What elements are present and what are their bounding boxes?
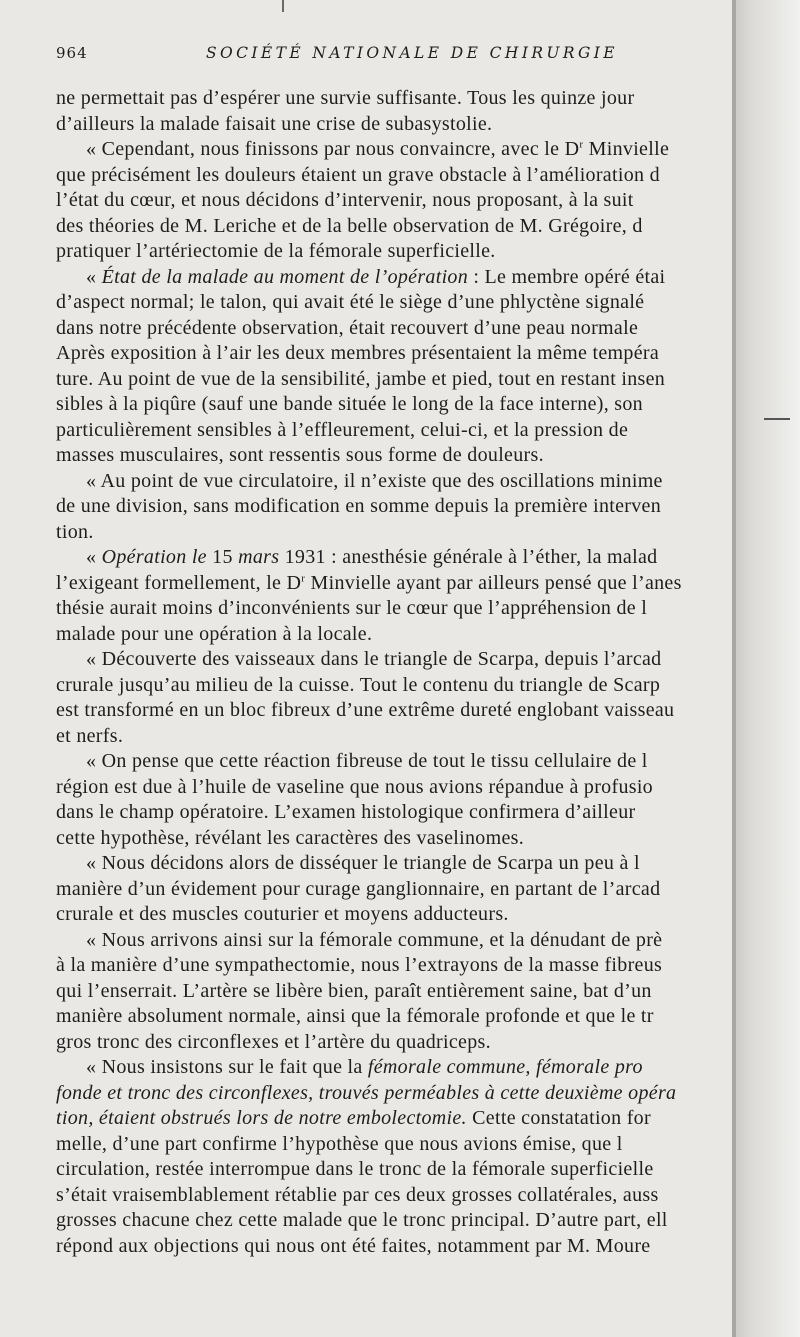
text-line [56, 1055, 732, 1081]
text-segment: : Le membre opéré étai [468, 265, 666, 288]
text-segment: que précisément les douleurs étaient un grave obstacle à l’amélioration d [56, 163, 660, 186]
text-segment: « [86, 265, 102, 288]
text-segment: grosses chacune chez cette malade que le tronc principal. D’autre part, ell [56, 1209, 668, 1231]
italic-text: fémorale commune, fémorale pro [367, 1056, 643, 1078]
text-segment: l’exigeant formellement, le D [56, 571, 302, 594]
text-segment: d’aspect normal; le talon, qui avait été le siège d’une phlyctène signalé [56, 291, 645, 313]
text-line [56, 392, 732, 418]
text-segment: gros tronc des circonflexes et l’artère du quadriceps. [56, 1030, 491, 1053]
superscript: r [579, 138, 584, 151]
text-segment: Minvielle ayant par ailleurs pensé que l’anes [305, 571, 682, 594]
text-line [56, 290, 732, 316]
text-segment: masses musculaires, sont ressentis sous forme de douleurs. [56, 444, 544, 466]
page-fold-line [732, 0, 736, 1337]
text-line [56, 316, 732, 342]
italic-text: fonde et tronc des circonflexes, trouvés perméables à cette deuxième opéra [56, 1081, 677, 1104]
text-line [56, 673, 732, 699]
text-line [56, 469, 732, 495]
text-segment: de une division, sans modification en somme depuis la première interven [56, 495, 662, 517]
text-segment: répond aux objections qui nous ont été faites, notamment par M. Moure [56, 1234, 651, 1257]
text-segment: ne permettait pas d’espérer une survie suffisante. Tous les quinze jour [56, 87, 635, 109]
text-line [56, 622, 732, 648]
text-segment: pratiquer l’artériectomie de la fémorale superficielle. [56, 240, 496, 262]
text-segment: cette hypothèse, révélant les caractères des vaselinomes. [56, 826, 525, 849]
text-segment: Cette constatation for [466, 1107, 651, 1129]
text-segment: thésie aurait moins d’inconvénients sur le cœur que l’appréhension de l [56, 597, 648, 619]
text-line [56, 851, 732, 877]
text-segment: manière absolument normale, ainsi que la fémorale profonde et que le tr [56, 1005, 654, 1027]
text-segment: malade pour une opération à la locale. [56, 622, 373, 645]
text-line [56, 214, 732, 240]
text-line [56, 698, 732, 724]
text-line [56, 826, 732, 852]
text-line [56, 1030, 732, 1056]
text-segment: dans notre précédente observation, était recouvert d’une peau normale [56, 316, 639, 339]
text-segment: « Découverte des vaisseaux dans le triangle de Scarpa, depuis l’arcad [86, 648, 662, 670]
text-line [56, 239, 732, 265]
text-line [56, 775, 732, 801]
text-segment: crurale jusqu’au milieu de la cuisse. Tout le contenu du triangle de Scarp [56, 673, 661, 696]
text-line [56, 877, 732, 903]
text-segment: « Nous arrivons ainsi sur la fémorale commune, et la dénudant de prè [86, 928, 663, 951]
text-segment: s’était vraisemblablement rétablie par ces deux grosses collatérales, auss [56, 1183, 659, 1206]
text-segment: Minvielle [583, 138, 670, 160]
text-line [56, 928, 732, 954]
text-line [56, 1183, 732, 1209]
text-segment: « On pense que cette réaction fibreuse de tout le tissu cellulaire de l [86, 750, 648, 772]
top-tick-mark [282, 0, 284, 12]
text-line [56, 443, 732, 469]
text-line [56, 418, 732, 444]
text-segment: sibles à la piqûre (sauf une bande située le long de la face interne), son [56, 393, 643, 415]
text-line [56, 724, 732, 750]
text-line [56, 1208, 732, 1234]
body-text [56, 86, 732, 1259]
text-line [56, 749, 732, 775]
running-title: SOCIÉTÉ NATIONALE DE CHIRURGIE [206, 44, 618, 62]
text-line [56, 494, 732, 520]
text-line [56, 265, 732, 291]
text-segment: et nerfs. [56, 724, 124, 747]
text-line [56, 647, 732, 673]
text-segment: melle, d’une part confirme l’hypothèse que nous avions émise, que l [56, 1132, 623, 1155]
text-segment: « Nous décidons alors de disséquer le triangle de Scarpa un peu à l [86, 852, 640, 874]
text-segment: l’état du cœur, et nous décidons d’intervenir, nous proposant, à la suit [56, 189, 634, 211]
text-line [56, 953, 732, 979]
text-segment: région est due à l’huile de vaseline que nous avions répandue à profusio [56, 775, 653, 798]
text-line [56, 188, 732, 214]
text-line [56, 520, 732, 546]
text-segment: crurale et des muscles couturier et moyens adducteurs. [56, 903, 509, 925]
italic-text: Opération le [101, 546, 207, 568]
text-segment: est transformé en un bloc fibreux d’une extrême dureté englobant vaisseau [56, 699, 675, 721]
text-segment: particulièrement sensibles à l’effleurement, celui-ci, et la pression de [56, 418, 629, 441]
page-header [56, 40, 732, 64]
text-segment: 15 [206, 546, 239, 568]
text-line [56, 137, 732, 163]
text-line [56, 367, 732, 393]
text-segment: « [86, 546, 102, 568]
text-line [56, 571, 732, 597]
text-segment: qui l’enserrait. L’artère se libère bien, paraît entièrement saine, bat d’un [56, 979, 652, 1002]
italic-text: mars [238, 546, 280, 568]
text-segment: dans le champ opératoire. L’examen histologique confirmera d’ailleur [56, 801, 636, 823]
text-line [56, 112, 732, 138]
text-line [56, 1004, 732, 1030]
text-segment: à la manière d’une sympathectomie, nous l’extrayons de la masse fibreus [56, 954, 663, 976]
text-line [56, 163, 732, 189]
text-line [56, 800, 732, 826]
text-segment: « Au point de vue circulatoire, il n’existe que des oscillations minime [86, 469, 663, 492]
text-line [56, 979, 732, 1005]
text-segment: Après exposition à l’air les deux membres présentaient la même tempéra [56, 342, 660, 364]
text-segment: « Nous insistons sur le fait que la [86, 1056, 368, 1078]
text-segment: des théories de M. Leriche et de la belle observation de M. Grégoire, d [56, 214, 643, 237]
text-segment: « Cependant, nous finissons par nous convaincre, avec le D [86, 138, 580, 160]
page-number: 964 [56, 44, 88, 62]
margin-mark [764, 418, 790, 420]
superscript: r [301, 571, 306, 584]
text-segment: circulation, restée interrompue dans le tronc de la fémorale superficielle [56, 1158, 654, 1180]
text-line [56, 341, 732, 367]
page-edge-shadow [732, 0, 800, 1337]
text-segment: 1931 : anesthésie générale à l’éther, la malad [279, 546, 658, 568]
text-line [56, 545, 732, 571]
text-line [56, 1157, 732, 1183]
text-segment: d’ailleurs la malade faisait une crise de subasystolie. [56, 112, 493, 135]
text-line [56, 86, 732, 112]
text-segment: tion. [56, 520, 94, 543]
text-line [56, 902, 732, 928]
italic-text: État de la malade au moment de l’opération [101, 265, 469, 288]
text-segment: ture. Au point de vue de la sensibilité, jambe et pied, tout en restant insen [56, 367, 666, 390]
text-line [56, 596, 732, 622]
text-line [56, 1106, 732, 1132]
text-segment: manière d’un évidement pour curage ganglionnaire, en partant de l’arcad [56, 877, 661, 900]
text-line [56, 1132, 732, 1158]
italic-text: tion, étaient obstrués lors de notre embolectomie. [56, 1107, 467, 1129]
text-line [56, 1081, 732, 1107]
text-line [56, 1234, 732, 1260]
